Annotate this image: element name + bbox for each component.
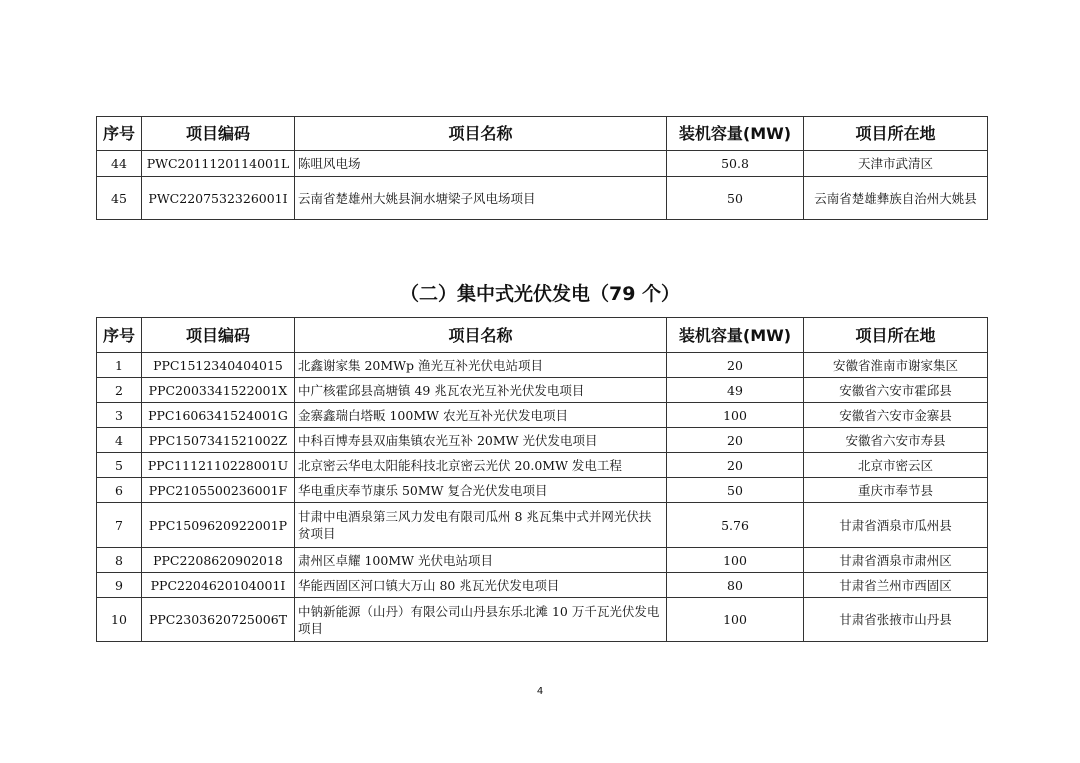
cell-capacity: 100 (667, 403, 804, 428)
cell-no: 45 (97, 177, 142, 220)
cell-capacity: 5.76 (667, 503, 804, 548)
cell-no: 10 (97, 598, 142, 642)
cell-capacity: 50.8 (667, 151, 804, 177)
cell-no: 1 (97, 353, 142, 378)
cell-code: PPC2303620725006T (142, 598, 295, 642)
cell-name: 华能西固区河口镇大万山 80 兆瓦光伏发电项目 (295, 573, 667, 598)
cell-capacity: 49 (667, 378, 804, 403)
cell-no: 4 (97, 428, 142, 453)
cell-capacity: 100 (667, 548, 804, 573)
table-body (97, 353, 988, 642)
col-header-capacity: 装机容量(MW) (667, 117, 804, 151)
cell-code: PPC2208620902018 (142, 548, 295, 573)
table-row (97, 548, 988, 573)
cell-no: 8 (97, 548, 142, 573)
cell-name: 肃州区卓耀 100MW 光伏电站项目 (295, 548, 667, 573)
cell-no: 5 (97, 453, 142, 478)
cell-capacity: 20 (667, 453, 804, 478)
cell-location: 甘肃省兰州市西固区 (804, 573, 988, 598)
cell-location: 云南省楚雄彝族自治州大姚县 (804, 177, 988, 220)
page-number: 4 (536, 686, 544, 697)
table-row (97, 598, 988, 642)
table-row (97, 403, 988, 428)
cell-name: 北鑫谢家集 20MWp 渔光互补光伏电站项目 (295, 353, 667, 378)
cell-name: 中钠新能源（山丹）有限公司山丹县东乐北滩 10 万千瓦光伏发电项目 (295, 598, 667, 642)
cell-location: 天津市武清区 (804, 151, 988, 177)
cell-capacity: 20 (667, 428, 804, 453)
cell-location: 重庆市奉节县 (804, 478, 988, 503)
table-row (97, 177, 988, 220)
cell-location: 安徽省六安市霍邱县 (804, 378, 988, 403)
table-row (97, 503, 988, 548)
table-row (97, 573, 988, 598)
cell-code: PPC1112110228001U (142, 453, 295, 478)
cell-name: 中科百博寿县双庙集镇农光互补 20MW 光伏发电项目 (295, 428, 667, 453)
cell-capacity: 80 (667, 573, 804, 598)
cell-code: PWC2011120114001L (142, 151, 295, 177)
cell-capacity: 50 (667, 478, 804, 503)
cell-code: PPC1606341524001G (142, 403, 295, 428)
cell-location: 甘肃省酒泉市肃州区 (804, 548, 988, 573)
col-header-code: 项目编码 (142, 117, 295, 151)
cell-location: 安徽省六安市金寨县 (804, 403, 988, 428)
col-header-location: 项目所在地 (804, 318, 988, 353)
cell-location: 甘肃省张掖市山丹县 (804, 598, 988, 642)
cell-name: 金寨鑫瑞白塔畈 100MW 农光互补光伏发电项目 (295, 403, 667, 428)
cell-code: PPC2204620104001I (142, 573, 295, 598)
table-row (97, 378, 988, 403)
cell-code: PPC2003341522001X (142, 378, 295, 403)
cell-location: 安徽省六安市寿县 (804, 428, 988, 453)
cell-code: PPC1507341521002Z (142, 428, 295, 453)
table-row (97, 151, 988, 177)
table-body (97, 151, 988, 220)
table-header-row (97, 117, 988, 151)
cell-no: 6 (97, 478, 142, 503)
cell-no: 9 (97, 573, 142, 598)
cell-name: 北京密云华电太阳能科技北京密云光伏 20.0MW 发电工程 (295, 453, 667, 478)
col-header-location: 项目所在地 (804, 117, 988, 151)
cell-name: 陈咀风电场 (295, 151, 667, 177)
cell-capacity: 50 (667, 177, 804, 220)
cell-code: PPC1509620922001P (142, 503, 295, 548)
cell-no: 2 (97, 378, 142, 403)
cell-capacity: 100 (667, 598, 804, 642)
cell-name: 华电重庆奉节康乐 50MW 复合光伏发电项目 (295, 478, 667, 503)
col-header-no: 序号 (97, 318, 142, 353)
cell-code: PPC2105500236001F (142, 478, 295, 503)
col-header-code: 项目编码 (142, 318, 295, 353)
pv-power-table (96, 317, 988, 642)
col-header-no: 序号 (97, 117, 142, 151)
cell-name: 云南省楚雄州大姚县涧水塘梁子风电场项目 (295, 177, 667, 220)
cell-location: 安徽省淮南市谢家集区 (804, 353, 988, 378)
cell-name: 甘肃中电酒泉第三风力发电有限司瓜州 8 兆瓦集中式并网光伏扶贫项目 (295, 503, 667, 548)
cell-no: 3 (97, 403, 142, 428)
table-row (97, 478, 988, 503)
cell-code: PPC1512340404015 (142, 353, 295, 378)
cell-location: 甘肃省酒泉市瓜州县 (804, 503, 988, 548)
cell-no: 7 (97, 503, 142, 548)
cell-code: PWC2207532326001I (142, 177, 295, 220)
cell-name: 中广核霍邱县高塘镇 49 兆瓦农光互补光伏发电项目 (295, 378, 667, 403)
col-header-name: 项目名称 (295, 318, 667, 353)
cell-location: 北京市密云区 (804, 453, 988, 478)
table-row (97, 353, 988, 378)
table-header-row (97, 318, 988, 353)
table-row (97, 453, 988, 478)
col-header-capacity: 装机容量(MW) (667, 318, 804, 353)
section-heading: （二）集中式光伏发电（79 个） (399, 283, 681, 305)
cell-no: 44 (97, 151, 142, 177)
table-row (97, 428, 988, 453)
cell-capacity: 20 (667, 353, 804, 378)
wind-power-table (96, 116, 988, 220)
col-header-name: 项目名称 (295, 117, 667, 151)
